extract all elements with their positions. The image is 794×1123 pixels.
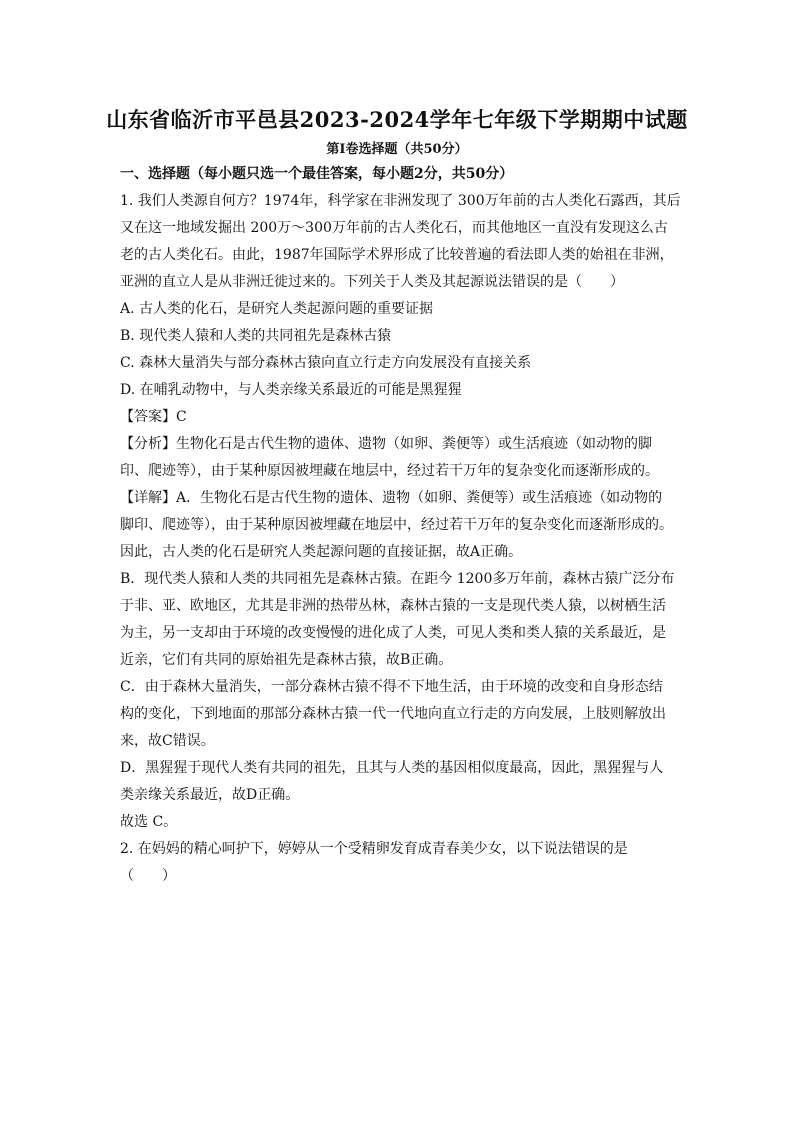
q1-answer: 【答案】C xyxy=(120,409,187,425)
q1-detail-line: 近亲，它们有共同的原始祖先是森林古猿，故B正确。 xyxy=(120,652,453,668)
q1-option-a: A. 古人类的化石，是研究人类起源问题的重要证据 xyxy=(120,301,434,317)
q1-detail-line: C．由于森林大量消失，一部分森林古猿不得不下地生活，由于环境的改变和自身形态结 xyxy=(120,679,663,695)
q1-detail-line: 【详解】A．生物化石是古代生物的遗体、遗物（如卵、粪便等）或生活痕迹（如动物的 xyxy=(120,490,663,506)
q1-conclusion: 故选 C。 xyxy=(120,814,178,830)
q1-option-d: D. 在哺乳动物中，与人类亲缘关系最近的可能是黑猩猩 xyxy=(120,382,462,398)
q1-stem-line: 老的古人类化石。由此，1987年国际学术界形成了比较普遍的看法即人类的始祖在非洲， xyxy=(120,247,674,263)
q1-detail-line: 于非、亚、欧地区，尤其是非洲的热带丛林，森林古猿的一支是现代类人猿，以树栖生活 xyxy=(120,598,666,614)
document-title: 山东省临沂市平邑县2023-2024学年七年级下学期期中试题 xyxy=(106,107,688,132)
q1-detail-line: 为主，另一支却由于环境的改变慢慢的进化成了人类，可见人类和类人猿的关系最近，是 xyxy=(120,625,666,641)
q1-stem-line: 亚洲的直立人是从非洲迁徙过来的。下列关于人类及其起源说法错误的是（ ） xyxy=(120,274,624,290)
q1-detail-line: 因此，古人类的化石是研究人类起源问题的直接证据，故A正确。 xyxy=(120,544,523,560)
q1-analysis-line: 印、爬迹等），由于某种原因被埋藏在地层中，经过若干万年的复杂变化而逐渐形成的。 xyxy=(120,463,659,479)
q1-detail-line: 构的变化，下到地面的那部分森林古猿一代一代地向直立行走的方向发展，上肢则解放出 xyxy=(120,706,666,722)
q1-detail-line: 来，故C错误。 xyxy=(120,733,215,749)
q1-detail-line: 类亲缘关系最近，故D正确。 xyxy=(120,787,300,803)
q1-detail-line: 脚印、爬迹等），由于某种原因被埋藏在地层中，经过若干万年的复杂变化而逐渐形成的。 xyxy=(120,517,673,533)
q1-detail-line: B．现代类人猿和人类的共同祖先是森林古猿。在距今 1200多万年前，森林古猿广泛分布 xyxy=(120,571,675,587)
q1-option-c: C. 森林大量消失与部分森林古猿向直立行走方向发展没有直接关系 xyxy=(120,355,532,371)
q2-stem-line: （ ） xyxy=(120,868,176,884)
q1-analysis-line: 【分析】生物化石是古代生物的遗体、遗物（如卵、粪便等）或生活痕迹（如动物的脚 xyxy=(120,436,652,452)
q1-detail-line: D．黑猩猩于现代人类有共同的祖先，且其与人类的基因相似度最高，因此，黑猩猩与人 xyxy=(120,760,664,776)
q1-option-b: B. 现代类人猿和人类的共同祖先是森林古猿 xyxy=(120,328,392,344)
q1-stem-line: 又在这一地域发掘出 200万～300万年前的古人类化石，而其他地区一直没有发现这么古 xyxy=(120,220,668,236)
document-subtitle: 第I卷选择题（共50分） xyxy=(326,142,468,157)
q2-stem-line: 2. 在妈妈的精心呵护下，婷婷从一个受精卵发育成青春美少女，以下说法错误的是 xyxy=(120,841,628,857)
section-heading: 一、选择题（每小题只选一个最佳答案，每小题2分，共50分） xyxy=(120,166,514,182)
q1-stem-line: 1. 我们人类源自何方？1974年，科学家在非洲发现了 300万年前的古人类化石露西，其后 xyxy=(120,193,681,209)
